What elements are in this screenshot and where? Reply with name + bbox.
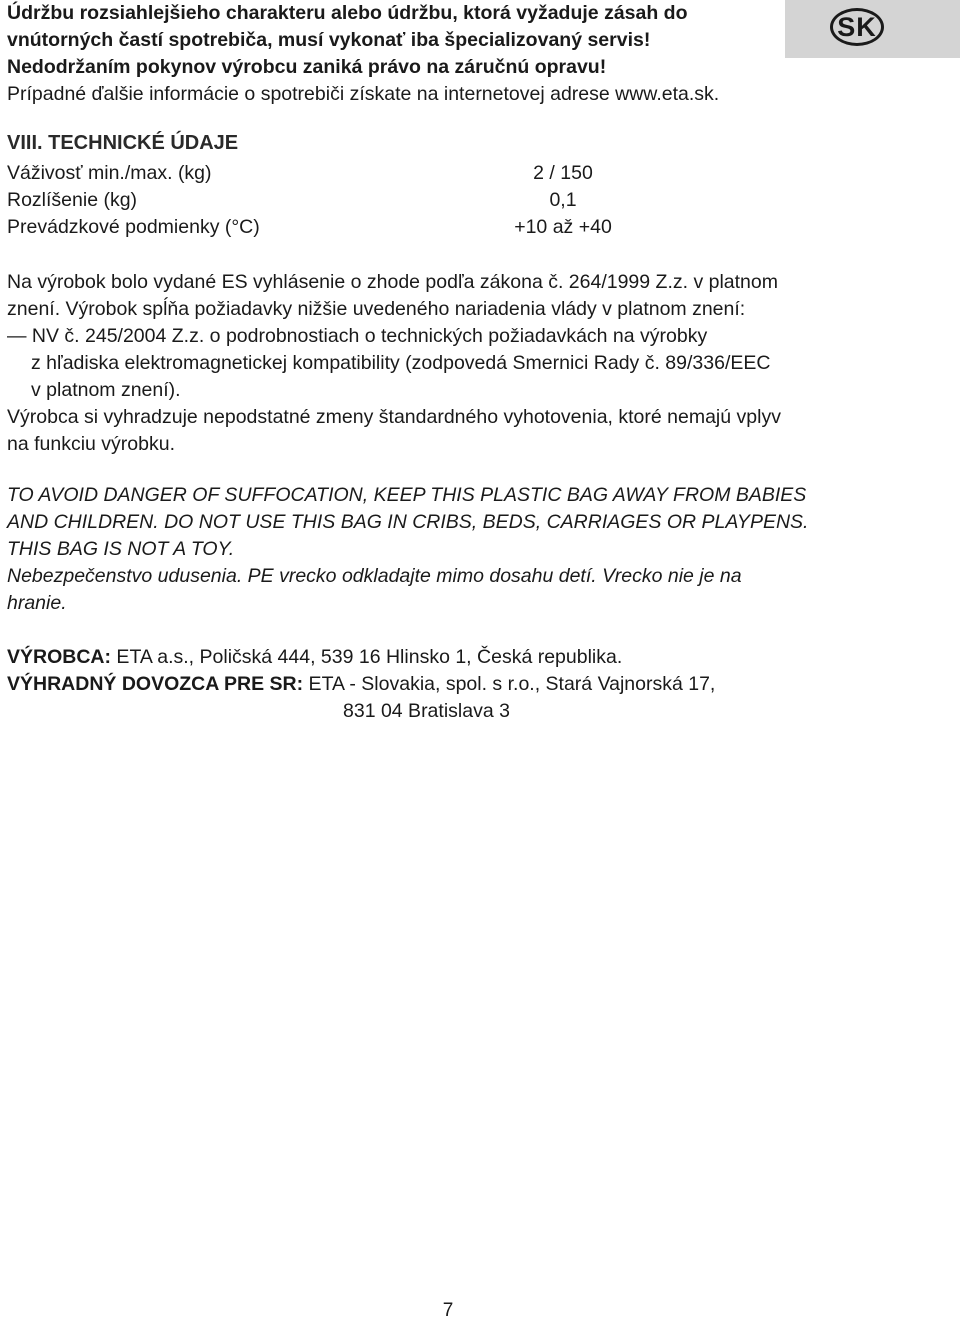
warning-line-5: hranie. [7, 592, 67, 614]
tech-spec-value: 0,1 [549, 189, 577, 211]
maintenance-notice [7, 0, 907, 108]
manufacturer-info [7, 644, 907, 725]
maintenance-line-2: vnútorných častí spotrebiča, musí vykonať iba špecializovaný servis! [7, 29, 651, 51]
importer-line [7, 671, 907, 698]
warning-line-1: TO AVOID DANGER OF SUFFOCATION, KEEP THIS PLASTIC BAG AWAY FROM BABIES [7, 484, 807, 506]
warranty-line: Nedodržaním pokynov výrobcu zaniká právo na záručnú opravu! [7, 56, 607, 78]
tech-spec-value: +10 až +40 [514, 216, 612, 238]
tech-spec-value: 2 / 150 [533, 162, 593, 184]
page-number-wrap [0, 1300, 960, 1322]
regulation-text-1: NV č. 245/2004 Z.z. o podrobnostiach o technických požiadavkách na výrobky [31, 325, 708, 347]
tech-spec-label: Prevádzkové podmienky (°C) [7, 216, 260, 238]
tech-spec-row [7, 160, 707, 187]
info-web-line: Prípadné ďalšie informácie o spotrebiči získate na internetovej adrese www.eta.sk. [7, 83, 720, 105]
conformity-line-1: Na výrobok bolo vydané ES vyhlásenie o zhode podľa zákona č. 264/1999 Z.z. v platnom [7, 271, 778, 293]
tech-specs-table [7, 160, 707, 241]
page-number: 7 [442, 1300, 454, 1321]
warning-line-3: THIS BAG IS NOT A TOY. [7, 538, 235, 560]
tech-spec-label: Váživosť min./max. (kg) [7, 162, 212, 184]
tech-specs-heading: VIII. TECHNICKÉ ÚDAJE [7, 132, 239, 154]
manufacturer-value: ETA a.s., Poličská 444, 539 16 Hlinsko 1, Česká republika. [111, 646, 623, 668]
importer-value: ETA - Slovakia, spol. s r.o., Stará Vajnorská 17, [303, 673, 716, 695]
tech-spec-row [7, 214, 707, 241]
manufacturer-label: VÝROBCA: [7, 646, 112, 668]
conformity-section [7, 269, 907, 458]
importer-address: 831 04 Bratislava 3 [343, 700, 510, 722]
maintenance-line-1: Údržbu rozsiahlejšieho charakteru alebo údržbu, ktorá vyžaduje zásah do [7, 2, 688, 24]
language-badge: SK [830, 8, 884, 46]
warning-line-2: AND CHILDREN. DO NOT USE THIS BAG IN CRIBS, BEDS, CARRIAGES OR PLAYPENS. [7, 511, 809, 533]
warning-line-4: Nebezpečenstvo udusenia. PE vrecko odkladajte mimo dosahu detí. Vrecko nie je na [7, 565, 742, 587]
suffocation-warning [7, 482, 907, 617]
regulation-text-3: v platnom znení). [31, 379, 181, 401]
regulation-text-2: z hľadiska elektromagnetickej kompatibility (zodpovedá Smernici Rady č. 89/336/EEC [31, 352, 771, 374]
manufacturer-line [7, 644, 907, 671]
regulation-item [7, 323, 907, 350]
dash-bullet: — [7, 325, 27, 347]
tech-spec-row [7, 187, 707, 214]
modification-line-2: na funkciu výrobku. [7, 433, 176, 455]
modification-line-1: Výrobca si vyhradzuje nepodstatné zmeny štandardného vyhotovenia, ktoré nemajú vplyv [7, 406, 781, 428]
tech-spec-label: Rozlíšenie (kg) [7, 189, 138, 211]
importer-label: VÝHRADNÝ DOVOZCA PRE SR: [7, 673, 304, 695]
conformity-line-2: znení. Výrobok spĺňa požiadavky nižšie uvedeného nariadenia vlády v platnom znení: [7, 298, 746, 320]
